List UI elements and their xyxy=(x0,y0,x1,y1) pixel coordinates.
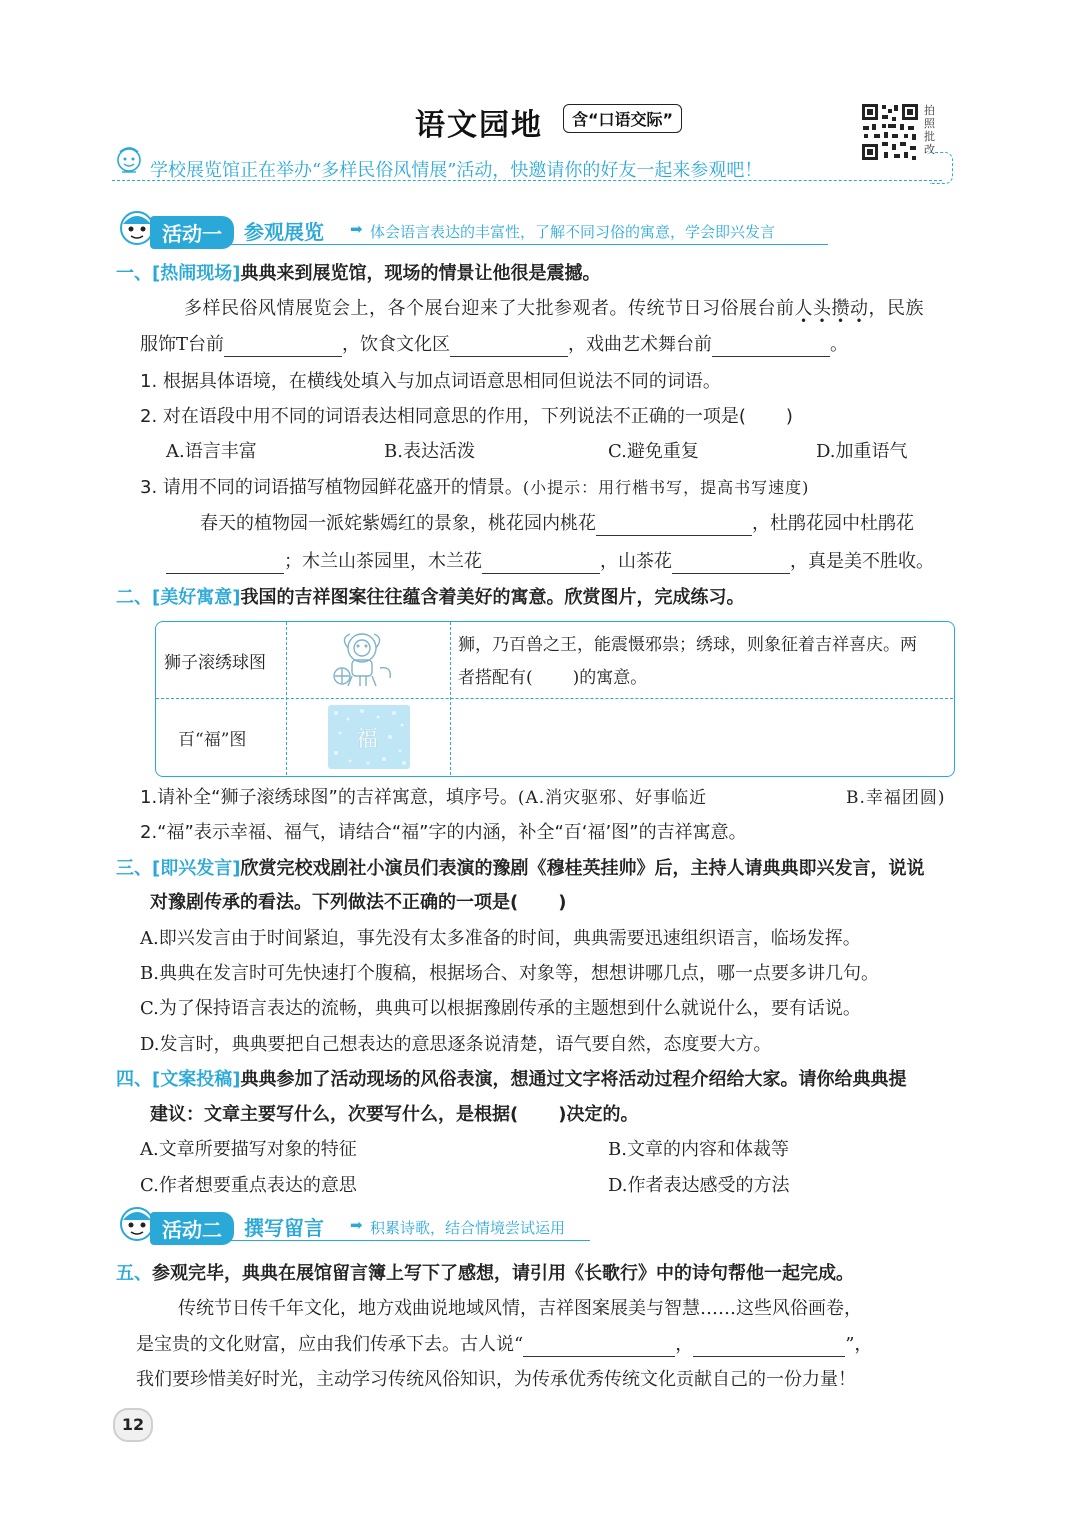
blank-field[interactable] xyxy=(693,1338,845,1357)
table-divider-h xyxy=(156,698,953,699)
table-divider-v2 xyxy=(450,622,451,775)
q1-tag: [热闹现场] xyxy=(152,263,241,284)
q4-option-b[interactable]: B.文章的内容和体裁等 xyxy=(608,1139,789,1160)
q5-para-line3: 我们要珍惜美好时光，主动学习传统风俗知识，为传承优秀传统文化贡献自己的一份力量！ xyxy=(136,1369,856,1390)
q2-sub2: 2.“福”表示幸福、福气，请结合“福”字的内涵，补全“百‘福’图”的吉祥寓意。 xyxy=(140,822,747,843)
q4-option-c[interactable]: C.作者想要重点表达的意思 xyxy=(140,1175,357,1196)
lion-ball-image xyxy=(330,628,398,692)
q2-heading: 二、[美好寓意]我国的吉祥图案往往蕴含着美好的寓意。欣赏图片，完成练习。 xyxy=(116,587,745,608)
q3-option-c[interactable]: C.为了保持语言表达的流畅，典典可以根据豫剧传承的主题想到什么就说什么，要有话说。 xyxy=(140,998,861,1019)
activity2-label: 活动二 xyxy=(150,1212,234,1245)
q4-tag: [文案投稿] xyxy=(152,1069,241,1090)
page-title: 语文园地 xyxy=(415,108,543,143)
fu-pattern-image xyxy=(328,705,410,769)
qr-code-icon[interactable] xyxy=(860,102,920,162)
activity2-title: 撰写留言 xyxy=(244,1216,324,1240)
qr-hint-text: 拍 照 批 改 xyxy=(924,104,935,156)
q1-option-d[interactable]: D.加重语气 xyxy=(816,441,908,462)
q2-sub1-option-b: B.幸福团圆) xyxy=(846,788,946,808)
q4-option-a[interactable]: A.文章所要描写对象的特征 xyxy=(140,1139,357,1160)
blank-field[interactable] xyxy=(482,555,600,574)
q5-para-line1: 传统节日传千年文化，地方戏曲说地域风情，吉祥图案展美与智慧……这些风俗画卷， xyxy=(178,1298,862,1319)
q3-option-b[interactable]: B.典典在发言时可先快速打个腹稿，根据场合、对象等，想想讲哪几点，哪一点要多讲几句。 xyxy=(140,963,879,984)
q4-heading: 四、[文案投稿]典典参加了活动现场的风俗表演，想通过文字将活动过程介绍给大家。请你给典典提 xyxy=(116,1069,907,1090)
q1-paragraph-line1: 多样民俗风情展览会上，各个展台迎来了大批参观者。传统节日习俗展台前人头攒动，民族 xyxy=(184,298,924,319)
q4-option-d[interactable]: D.作者表达感受的方法 xyxy=(608,1175,790,1196)
table-row1-name: 狮子滚绣球图 xyxy=(164,653,266,673)
blank-field[interactable] xyxy=(596,517,752,536)
q1-option-b[interactable]: B.表达活泼 xyxy=(384,441,475,462)
blank-field[interactable] xyxy=(712,338,830,357)
activity2-arrow-icon: ➡ xyxy=(350,1216,363,1234)
activity1-underline xyxy=(150,244,828,245)
intro-text: 学校展览馆正在举办“多样民俗风情展”活动，快邀请你的好友一起来参观吧！ xyxy=(150,160,763,181)
q3-option-a[interactable]: A.即兴发言由于时间紧迫，事先没有太多准备的时间，典典需要迅速组织语言，临场发挥。 xyxy=(140,928,861,949)
q1-paragraph-line2: 服饰T台前 ，饮食文化区 ，戏曲艺术舞台前 。 xyxy=(140,334,849,355)
blank-field[interactable] xyxy=(523,1338,675,1357)
q1-sub2: 2. 对在语段中用不同的词语表达相同意思的作用，下列说法不正确的一项是( ) xyxy=(140,406,793,427)
blank-field[interactable] xyxy=(224,338,342,357)
activity2-underline xyxy=(150,1240,590,1241)
q3-heading: 三、[即兴发言]欣赏完校戏剧社小演员们表演的豫剧《穆桂英挂帅》后，主持人请典典即兴发言，说说 xyxy=(116,858,925,879)
mascot-icon xyxy=(112,146,146,178)
table-divider-v1 xyxy=(286,622,287,775)
q1-option-c[interactable]: C.避免重复 xyxy=(608,441,699,462)
q3-tag: [即兴发言] xyxy=(152,858,241,879)
q5-heading: 五、参观完毕，典典在展馆留言簿上写下了感想，请引用《长歌行》中的诗句帮他一起完成。 xyxy=(116,1263,854,1284)
q2-sub1: 1.请补全“狮子滚绣球图”的吉祥寓意，填序号。(A.消灾驱邪、好事临近 xyxy=(140,787,708,808)
blank-field[interactable] xyxy=(166,555,284,574)
activity1-title: 参观展览 xyxy=(244,220,324,244)
table-row1-desc1: 狮，乃百兽之王，能震慑邪祟；绣球，则象征着吉祥喜庆。两 xyxy=(458,635,917,655)
page-number: 12 xyxy=(113,1408,153,1442)
activity1-arrow-icon: ➡ xyxy=(350,220,363,238)
fu-character: 福 xyxy=(356,727,379,752)
activity1-label: 活动一 xyxy=(150,216,234,249)
blank-field[interactable] xyxy=(450,338,568,357)
q1-sub3-line2: ；木兰山茶园里，木兰花 ，山茶花 ，真是美不胜收。 xyxy=(166,550,934,574)
table-row1-desc2: 者搭配有( )的寓意。 xyxy=(458,668,648,688)
q1-sub3: 3. 请用不同的词语描写植物园鲜花盛开的情景。(小提示：用行楷书写，提高书写速度) xyxy=(140,477,810,498)
q1-sub3-line1: 春天的植物园一派姹紫嫣红的景象，桃花园内桃花 ，杜鹃花园中杜鹃花 xyxy=(200,513,914,534)
blank-field[interactable] xyxy=(672,555,790,574)
q1-sub1: 1. 根据具体语境，在横线处填入与加点词语意思相同但说法不同的词语。 xyxy=(140,371,721,392)
q1-option-a[interactable]: A.语言丰富 xyxy=(166,441,257,462)
activity1-goal: 体会语言表达的丰富性，了解不同习俗的寓意，学会即兴发言 xyxy=(370,223,776,241)
q3-option-d[interactable]: D.发言时，典典要把自己想表达的意思逐条说清楚，语气要自然，态度要大方。 xyxy=(140,1034,772,1055)
q1-heading: 一、[热闹现场]典典来到展览馆，现场的情景让他很是震撼。 xyxy=(116,263,601,284)
q2-tag: [美好寓意] xyxy=(152,587,241,608)
q4-lead2: 建议：文章主要写什么，次要写什么，是根据( )决定的。 xyxy=(150,1104,639,1125)
intro-dashed-corner xyxy=(930,152,953,184)
q3-lead2: 对豫剧传承的看法。下列做法不正确的一项是( ) xyxy=(150,892,567,913)
subtitle-tag: 含“口语交际” xyxy=(563,104,682,133)
q5-para-line2: 是宝贵的文化财富，应由我们传承下去。古人说“ ， ”， xyxy=(136,1334,873,1355)
activity2-goal: 积累诗歌，结合情境尝试运用 xyxy=(370,1219,566,1237)
table-row2-name: 百“福”图 xyxy=(178,730,247,750)
